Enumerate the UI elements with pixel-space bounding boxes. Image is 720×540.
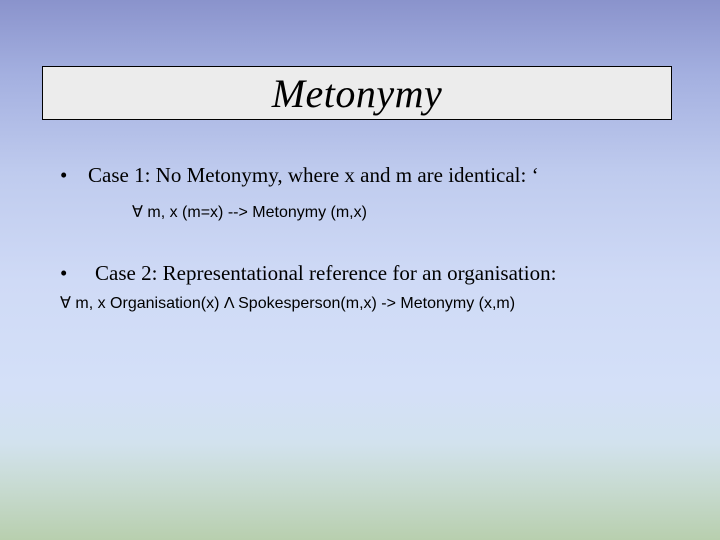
formula-case-2: ∀ m, x Organisation(x) Λ Spokesperson(m,x) -> Metonymy (x,m) bbox=[60, 295, 516, 312]
slide-title: Metonymy bbox=[271, 71, 443, 116]
bullet-marker: • bbox=[60, 261, 68, 285]
bullet-text: Case 2: Representational reference for an organisation: bbox=[95, 261, 557, 285]
bullet-text: Case 1: No Metonymy, where x and m are identical: ‘ bbox=[88, 163, 539, 187]
bullet-case-2 bbox=[60, 263, 556, 284]
bullet-marker: • bbox=[60, 163, 68, 187]
formula-case-1: ∀ m, x (m=x) --> Metonymy (m,x) bbox=[132, 204, 367, 221]
title-box bbox=[42, 66, 672, 120]
bullet-case-1 bbox=[60, 165, 539, 186]
